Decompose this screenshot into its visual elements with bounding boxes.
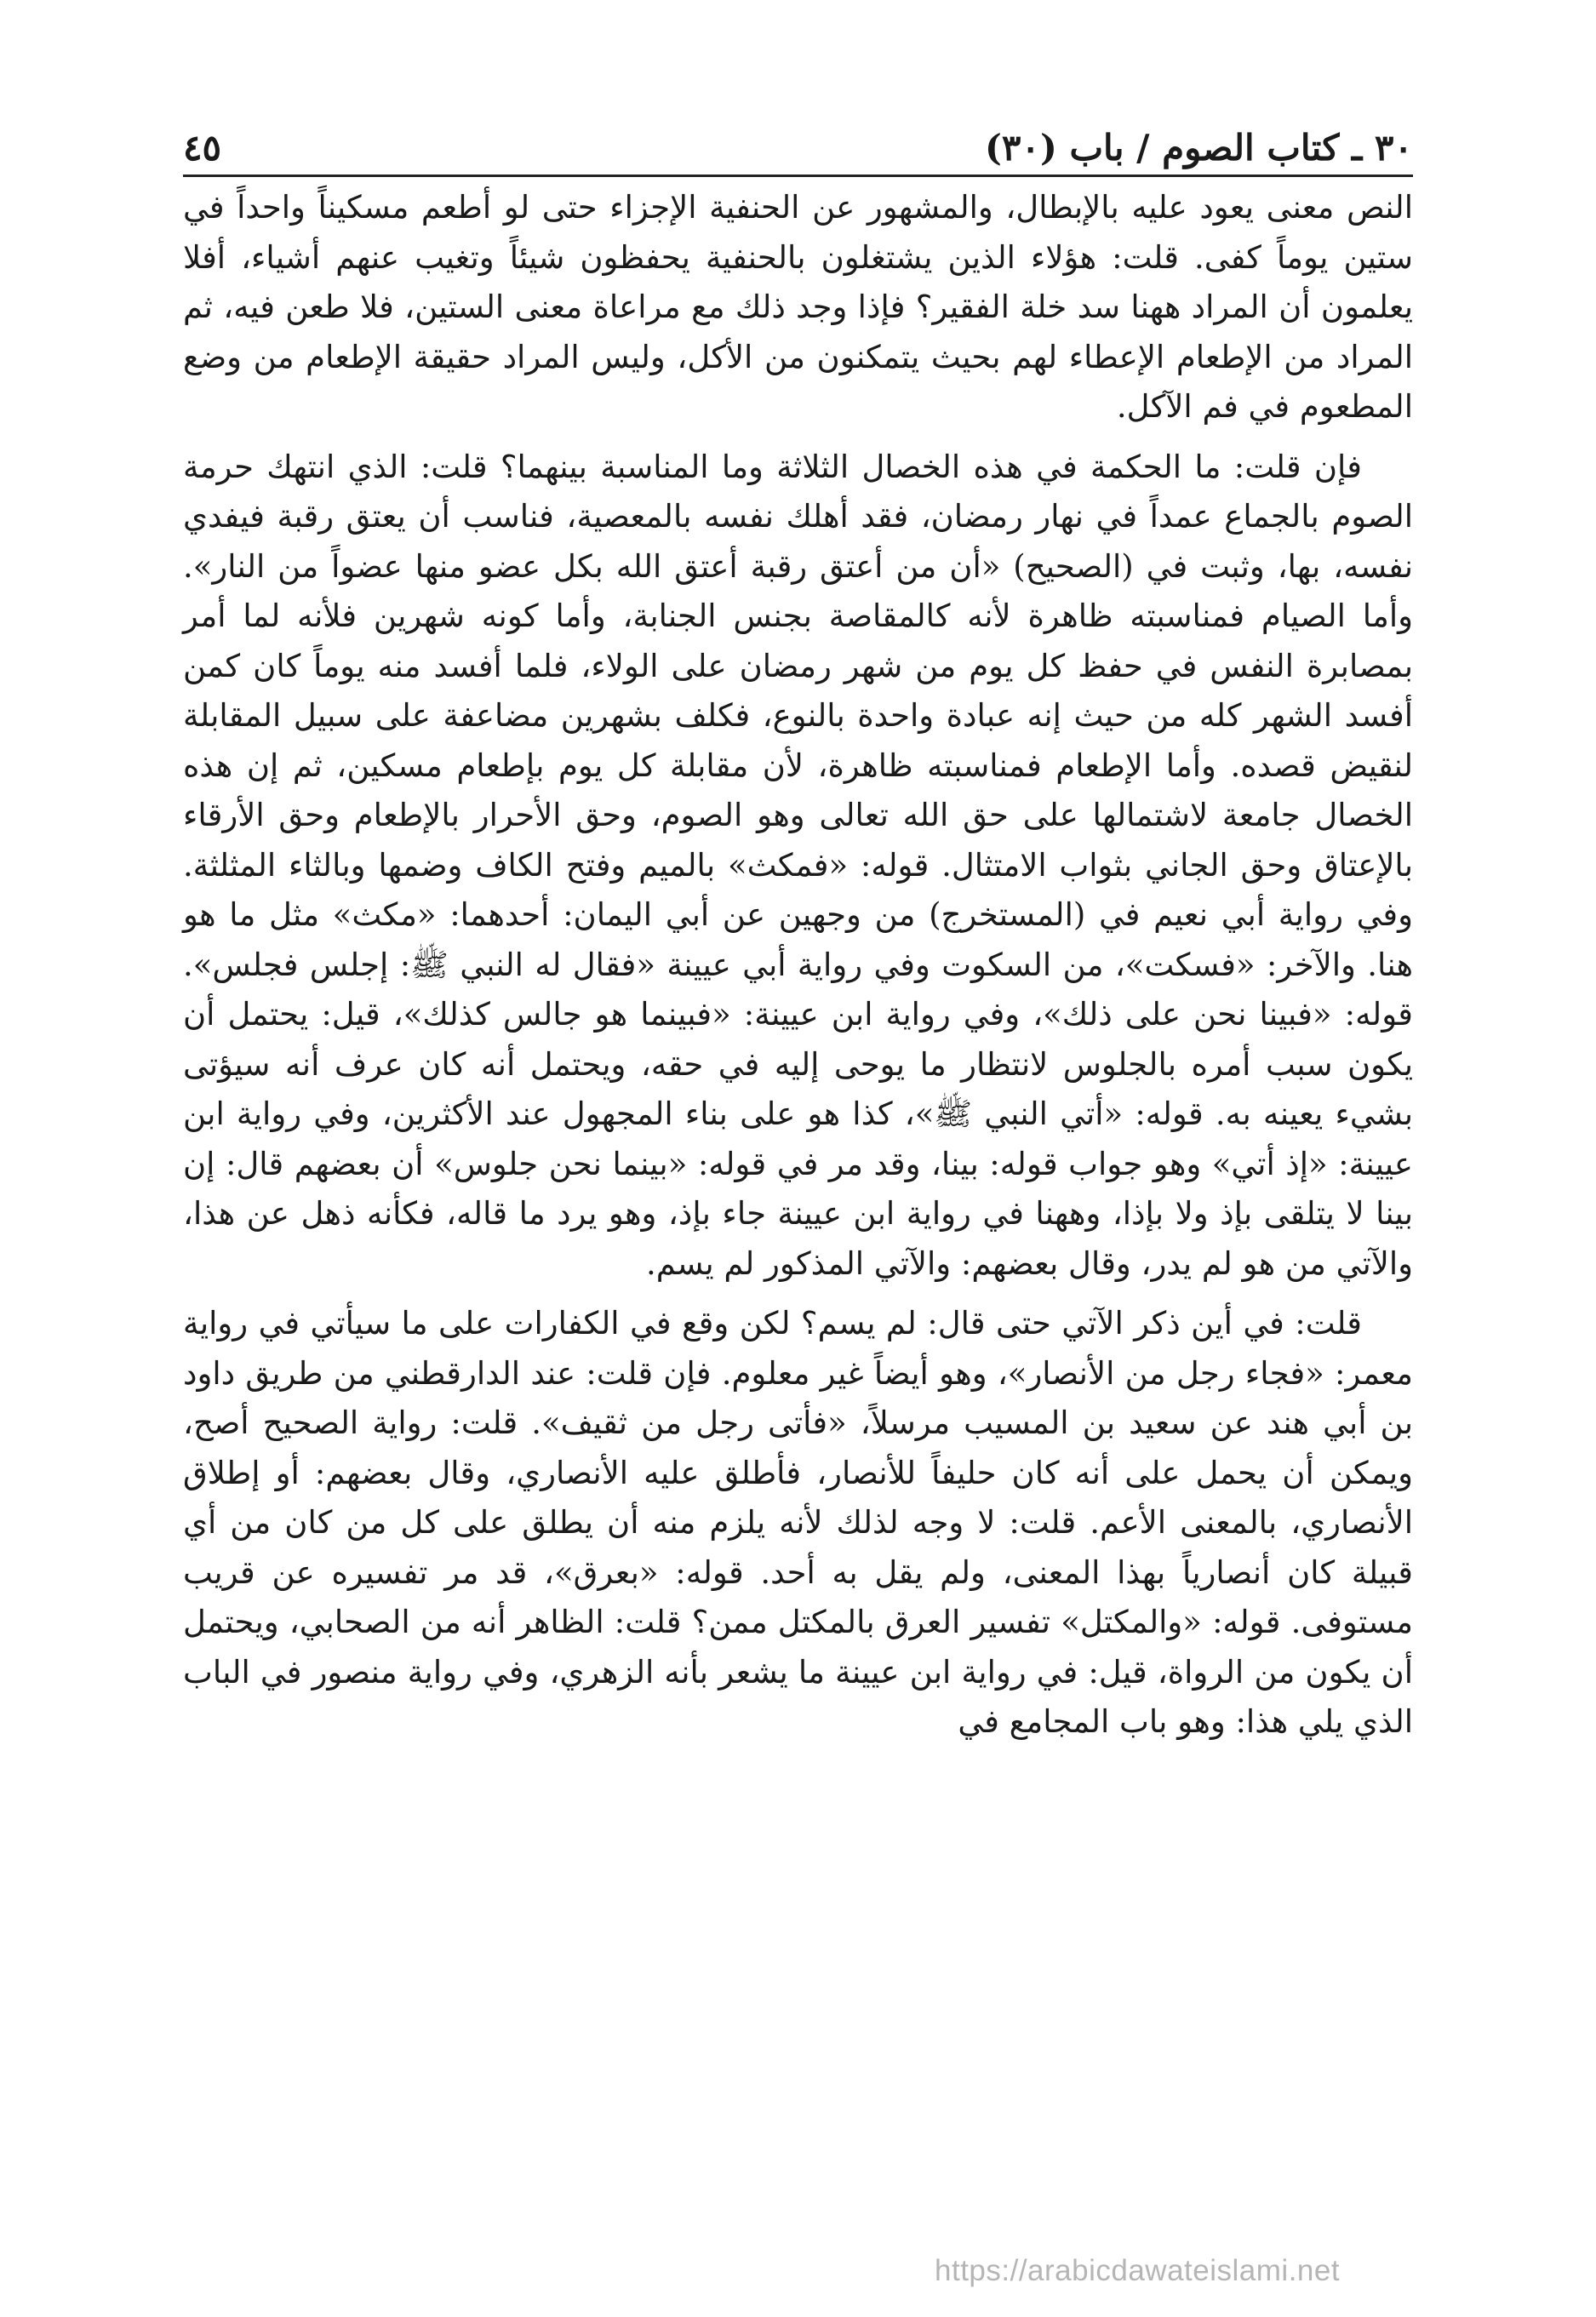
- paragraph-2: فإن قلت: ما الحكمة في هذه الخصال الثلاثة وما المناسبة بينهما؟ قلت: الذي انتهك حرمة الصوم بالجماع عمداً في نهار رمضان، فقد أهلك نفسه بالمعصية، فناسب أن يعتق رقبة فيفدي نفسه، بها، وثبت في (الصحيح) «أن من أعتق رقبة أعتق الله بكل عضو منها عضواً من النار». وأما الصيام فمناسبته ظاهرة لأنه كالمقاصة بجنس الجنابة، وأما كونه شهرين فلأنه لما أمر بمصابرة النفس في حفظ كل يوم من شهر رمضان على الولاء، فلما أفسد منه يوماً كان كمن أفسد الشهر كله من حيث إنه عبادة واحدة بالنوع، فكلف بشهرين مضاعفة على سبيل المقابلة لنقيض قصده. وأما الإطعام فمناسبته ظاهرة، لأن مقابلة كل يوم بإطعام مسكين، ثم إن هذه الخصال جامعة لاشتمالها على حق الله تعالى وهو الصوم، وحق الأحرار بالإطعام وحق الأرقاء بالإعتاق وحق الجاني بثواب الامتثال. قوله: «فمكث» بالميم وفتح الكاف وضمها وبالثاء المثلثة. وفي رواية أبي نعيم في (المستخرج) من وجهين عن أبي اليمان: أحدهما: «مكث» مثل ما هو هنا. والآخر: «فسكت»، من السكوت وفي رواية أبي عيينة «فقال له النبي ﷺ: إجلس فجلس». قوله: «فبينا نحن على ذلك»، وفي رواية ابن عيينة: «فبينما هو جالس كذلك»، قيل: يحتمل أن يكون سبب أمره بالجلوس لانتظار ما يوحى إليه في حقه، ويحتمل أنه كان عرف أنه سيؤتى بشيء يعينه به. قوله: «أتي النبي ﷺ»، كذا هو على بناء المجهول عند الأكثرين، وفي رواية ابن عيينة: «إذ أتي» وهو جواب قوله: بينا، وقد مر في قوله: «بينما نحن جلوس» أن بعضهم قال: إن بينا لا يتلقى بإذ ولا بإذا، وههنا في رواية ابن عيينة جاء بإذ، وهو يرد ما قاله، فكأنه ذهل عن هذا، والآتي من هو لم يدر، وقال بعضهم: والآتي المذكور لم يسم.: [183, 448, 1413, 1282]
- paragraph-3: قلت: في أين ذكر الآتي حتى قال: لم يسم؟ لكن وقع في الكفارات على ما سيأتي في رواية معمر: «فجاء رجل من الأنصار»، وهو أيضاً غير معلوم. فإن قلت: عند الدارقطني من طريق داود بن أبي هند عن سعيد بن المسيب مرسلاً، «فأتى رجل من ثقيف». قلت: رواية الصحيح أصح، ويمكن أن يحمل على أنه كان حليفاً للأنصار، فأطلق عليه الأنصاري، وقال بعضهم: أو إطلاق الأنصاري، بالمعنى الأعم. قلت: لا وجه لذلك لأنه يلزم منه أن يطلق على كل من كان من أي قبيلة كان أنصارياً بهذا المعنى، ولم يقل به أحد. قوله: «بعرق»، قد مر تفسيره عن قريب مستوفى. قوله: «والمكتل» تفسير العرق بالمكتل ممن؟ قلت: الظاهر أنه من الصحابي، ويحتمل أن يكون من الرواة، قيل: في رواية ابن عيينة ما يشعر بأنه الزهري، وفي رواية منصور في الباب الذي يلي هذا: وهو باب المجامع في: [183, 1305, 1413, 1740]
- page-number: ٤٥: [183, 127, 222, 169]
- paragraph-1: النص معنى يعود عليه بالإبطال، والمشهور عن الحنفية الإجزاء حتى لو أطعم مسكيناً واحداً في ستين يوماً كفى. قلت: هؤلاء الذين يشتغلون بالحنفية يحفظون شيئاً وتغيب عنهم أشياء، أفلا يعلمون أن المراد ههنا سد خلة الفقير؟ فإذا وجد ذلك مع مراعاة معنى الستين، فلا طعن فيه، ثم المراد من الإطعام الإعطاء لهم بحيث يتمكنون من الأكل، وليس المراد حقيقة الإطعام من وضع المطعوم في فم الآكل.: [183, 189, 1413, 425]
- page-header: [183, 109, 1413, 169]
- watermark-url: https://arabicdawateislami.net: [935, 2254, 1341, 2287]
- header-rule: [183, 174, 1413, 177]
- running-title: ٣٠ ـ كتاب الصوم / باب (٣٠): [985, 127, 1413, 169]
- body-text: [183, 183, 1413, 1748]
